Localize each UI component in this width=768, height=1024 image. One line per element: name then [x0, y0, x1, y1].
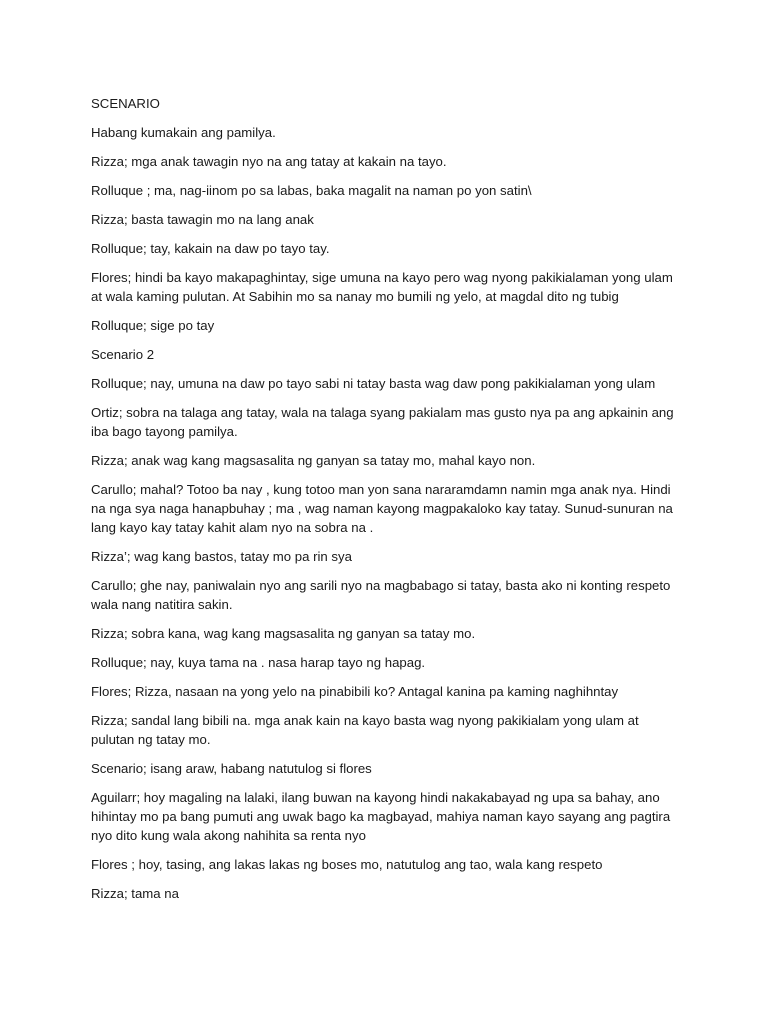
paragraph: Rolluque; nay, umuna na daw po tayo sabi ni tatay basta wag daw pong pakikialaman yong ulam	[91, 376, 656, 391]
paragraph: Flores; hindi ba kayo makapaghintay, sige umuna na kayo pero wag nyong pakikialaman yong ulam at wala kaming pulutan. At Sabihin mo sa nanay mo bumili ng yelo, at magdal dito ng tubig	[91, 270, 677, 304]
document-body	[91, 94, 685, 913]
paragraph: Carullo; mahal? Totoo ba nay , kung totoo man yon sana nararamdamn namin mga anak nya. Hindi na nga sya naga hanapbuhay ; ma , wag naman kayong magpakaloko kay tatay. Sunud-sunuran na lang kayo kay tatay kahit alam nyo na sobra na .	[91, 482, 677, 535]
paragraph: Habang kumakain ang pamilya.	[91, 125, 276, 140]
heading-scenario-2: Scenario 2	[91, 347, 155, 362]
paragraph: Aguilarr; hoy magaling na lalaki, ilang buwan na kayong hindi nakakabayad ng upa sa bahay, ano hihintay mo pa bang pumuti ang uwak bago ka magbayad, mahiya naman kayo sayang ang pagtira nyo dito kung wala akong nahihita sa renta nyo	[91, 790, 674, 843]
paragraph: Rizza; tama na	[91, 886, 179, 901]
paragraph: Rizza; anak wag kang magsasalita ng ganyan sa tatay mo, mahal kayo non.	[91, 453, 536, 468]
paragraph: Rolluque; tay, kakain na daw po tayo tay.	[91, 241, 330, 256]
paragraph: Rolluque; sige po tay	[91, 318, 215, 333]
paragraph: Rizza; sobra kana, wag kang magsasalita ng ganyan sa tatay mo.	[91, 626, 476, 641]
paragraph: Rizza; basta tawagin mo na lang anak	[91, 212, 314, 227]
paragraph: Rolluque ; ma, nag-iinom po sa labas, baka magalit na naman po yon satin\	[91, 183, 532, 198]
heading-scenario: SCENARIO	[91, 96, 160, 111]
paragraph: Rizza’; wag kang bastos, tatay mo pa rin sya	[91, 549, 352, 564]
paragraph: Rolluque; nay, kuya tama na . nasa harap tayo ng hapag.	[91, 655, 426, 670]
heading-scenario-3: Scenario; isang araw, habang natutulog si flores	[91, 761, 372, 776]
paragraph: Rizza; mga anak tawagin nyo na ang tatay at kakain na tayo.	[91, 154, 447, 169]
paragraph: Flores ; hoy, tasing, ang lakas lakas ng boses mo, natutulog ang tao, wala kang respeto	[91, 857, 603, 872]
paragraph: Carullo; ghe nay, paniwalain nyo ang sarili nyo na magbabago si tatay, basta ako ni konting respeto wala nang natitira sakin.	[91, 578, 675, 612]
paragraph: Flores; Rizza, nasaan na yong yelo na pinabibili ko? Antagal kanina pa kaming naghihntay	[91, 684, 619, 699]
paragraph: Rizza; sandal lang bibili na. mga anak kain na kayo basta wag nyong pakikialam yong ulam at pulutan ng tatay mo.	[91, 713, 643, 747]
paragraph: Ortiz; sobra na talaga ang tatay, wala na talaga syang pakialam mas gusto nya pa ang apkainin ang iba bago tayong pamilya.	[91, 405, 678, 439]
